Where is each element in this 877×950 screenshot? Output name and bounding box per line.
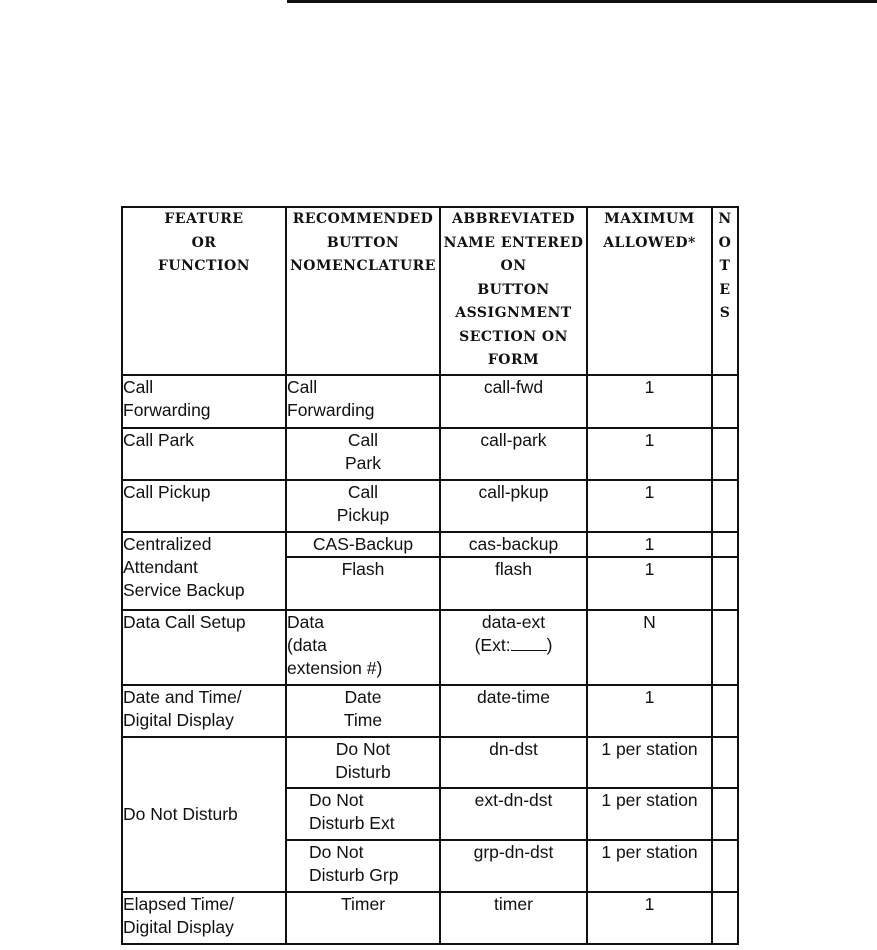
abbreviation-cell: data-ext (Ext: ) <box>440 610 587 685</box>
notes-cell <box>712 788 738 840</box>
nomenclature-cell: Data (data extension #) <box>286 610 440 685</box>
maximum-cell: 1 <box>587 375 712 428</box>
feature-button-table <box>121 206 739 945</box>
header-abbreviated: ABBREVIATED NAME ENTERED ON BUTTON ASSIGNMENT SECTION ON FORM <box>440 207 587 375</box>
maximum-cell: 1 <box>587 480 712 532</box>
feature-cell: Call Forwarding <box>122 375 286 428</box>
header-feature: FEATURE OR FUNCTION <box>122 207 286 375</box>
maximum-cell: 1 per station <box>587 788 712 840</box>
nomenclature-cell: Call Forwarding <box>286 375 440 428</box>
maximum-cell: 1 <box>587 685 712 737</box>
abbreviation-cell: ext-dn-dst <box>440 788 587 840</box>
notes-cell <box>712 685 738 737</box>
notes-cell <box>712 557 738 610</box>
abbreviation-cell: call-fwd <box>440 375 587 428</box>
abbreviation-cell: grp-dn-dst <box>440 840 587 892</box>
nomenclature-cell: Flash <box>286 557 440 610</box>
table-row <box>122 375 738 428</box>
feature-cell: Call Park <box>122 428 286 480</box>
feature-cell: Date and Time/ Digital Display <box>122 685 286 737</box>
table-row <box>122 610 738 685</box>
feature-cell: Do Not Disturb <box>122 737 286 892</box>
feature-cell: Elapsed Time/ Digital Display <box>122 892 286 944</box>
notes-cell <box>712 375 738 428</box>
nomenclature-cell: CAS-Backup <box>286 532 440 557</box>
nomenclature-cell: Call Pickup <box>286 480 440 532</box>
abbreviation-cell: flash <box>440 557 587 610</box>
abbreviation-cell: cas-backup <box>440 532 587 557</box>
extension-blank: (Ext: ) <box>474 635 553 655</box>
header-notes: N O T E S <box>712 207 738 375</box>
abbreviation-cell: call-park <box>440 428 587 480</box>
abbreviation-cell: call-pkup <box>440 480 587 532</box>
notes-cell <box>712 610 738 685</box>
table-row <box>122 737 738 788</box>
feature-cell: Data Call Setup <box>122 610 286 685</box>
nomenclature-cell: Date Time <box>286 685 440 737</box>
abbreviation-cell: timer <box>440 892 587 944</box>
table-row <box>122 532 738 557</box>
top-rule <box>287 0 877 3</box>
notes-cell <box>712 737 738 788</box>
nomenclature-cell: Call Park <box>286 428 440 480</box>
maximum-cell: 1 <box>587 532 712 557</box>
maximum-cell: 1 per station <box>587 737 712 788</box>
maximum-cell: 1 per station <box>587 840 712 892</box>
table-row <box>122 480 738 532</box>
notes-cell <box>712 480 738 532</box>
header-nomenclature: RECOMMENDED BUTTON NOMENCLATURE <box>286 207 440 375</box>
maximum-cell: N <box>587 610 712 685</box>
maximum-cell: 1 <box>587 892 712 944</box>
header-maximum: MAXIMUM ALLOWED* <box>587 207 712 375</box>
abbreviation-cell: date-time <box>440 685 587 737</box>
abbreviation-cell: dn-dst <box>440 737 587 788</box>
maximum-cell: 1 <box>587 428 712 480</box>
nomenclature-cell: Timer <box>286 892 440 944</box>
nomenclature-cell: Do Not Disturb Grp <box>286 840 440 892</box>
table-row <box>122 428 738 480</box>
table-row <box>122 892 738 944</box>
feature-cell: Centralized Attendant Service Backup <box>122 532 286 610</box>
notes-cell <box>712 428 738 480</box>
notes-cell <box>712 892 738 944</box>
table-row <box>122 685 738 737</box>
nomenclature-cell: Do Not Disturb <box>286 737 440 788</box>
blank-line <box>511 635 547 651</box>
feature-cell: Call Pickup <box>122 480 286 532</box>
maximum-cell: 1 <box>587 557 712 610</box>
header-row <box>122 207 738 375</box>
notes-cell <box>712 840 738 892</box>
nomenclature-cell: Do Not Disturb Ext <box>286 788 440 840</box>
notes-cell <box>712 532 738 557</box>
